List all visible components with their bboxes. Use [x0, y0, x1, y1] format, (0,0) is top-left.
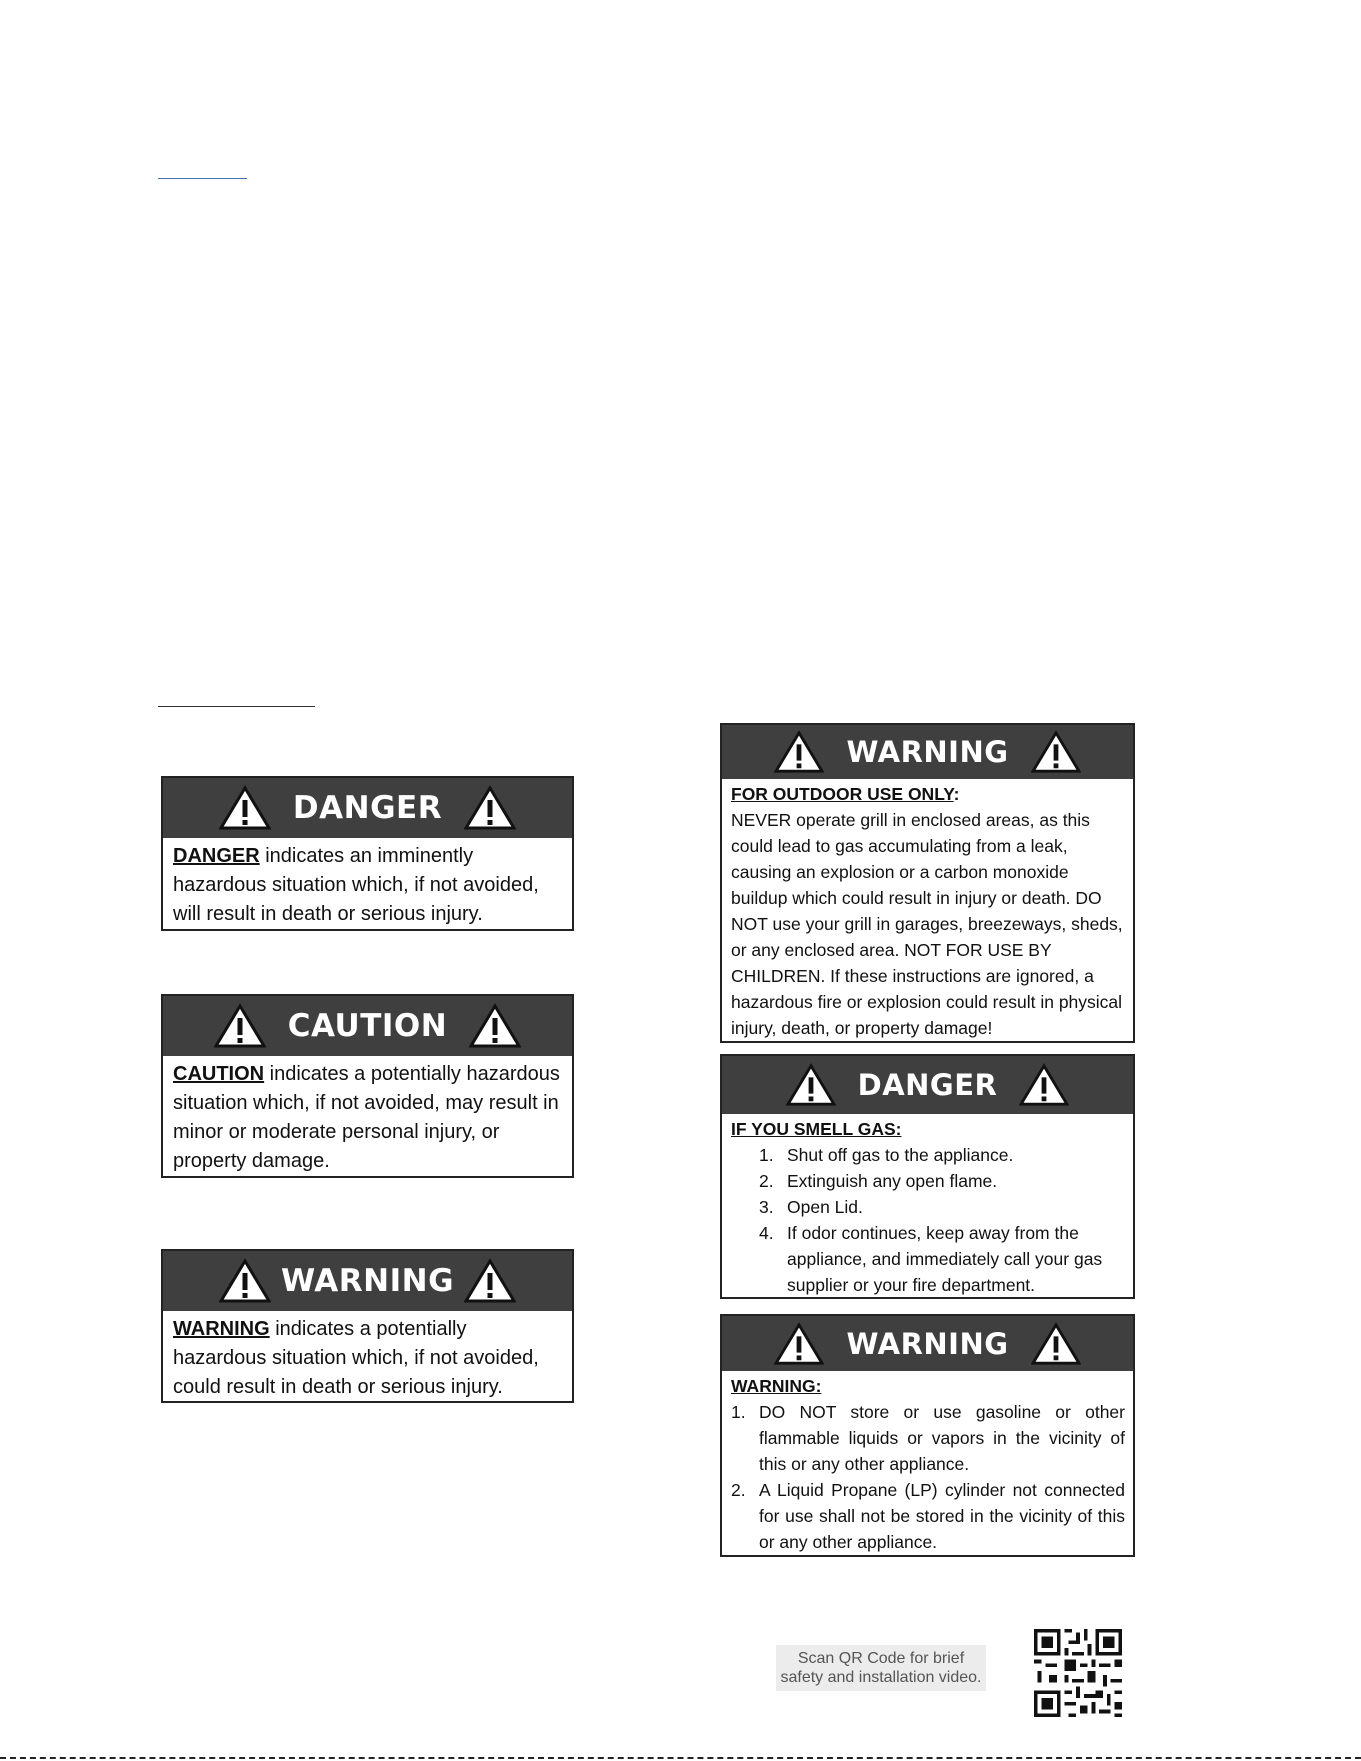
storage-warning-body — [722, 1371, 1133, 1555]
qr-caption: Scan QR Code for brief safety and installation video. — [776, 1645, 986, 1691]
warning-definition-box — [161, 1249, 574, 1403]
warning-header — [163, 1251, 572, 1311]
warning-heading: WARNING — [280, 1263, 455, 1299]
storage-warning-heading: WARNING — [846, 1326, 1009, 1361]
storage-warning-items — [731, 1399, 1125, 1555]
list-item: 2. A Liquid Propane (LP) cylinder not connected for use shall not be stored in the vicinity of this or any other appliance. — [731, 1480, 1125, 1552]
gas-danger-body — [722, 1114, 1133, 1298]
list-item: 2. Extinguish any open flame. — [759, 1171, 998, 1191]
outdoor-warning-text: NEVER operate grill in enclosed areas, as this could lead to gas accumulating from a leak, causing an explosion or a carbon monoxide buildup which could result in injury or death. DO NOT use your grill in garages, breezeways, sheds, or any enclosed area. NOT FOR USE BY CHILDREN. If these instructions are ignored, a hazardous fire or explosion could result in physical injury, death, or property damage! — [731, 810, 1123, 1038]
warning-triangle-icon — [786, 1063, 836, 1107]
warning-triangle-icon — [464, 1258, 516, 1304]
list-item: 1. DO NOT store or use gasoline or other flammable liquids or vapors in the vicinity of this or any other appliance. — [731, 1402, 1125, 1474]
caution-heading: CAUTION — [287, 1008, 448, 1044]
warning-description: indicates a potentially hazardous situation which, if not avoided, could result in death or serious injury. — [173, 1318, 539, 1398]
danger-heading: DANGER — [292, 790, 443, 826]
warning-keyword: WARNING — [173, 1318, 270, 1340]
link-underline-top[interactable] — [158, 178, 247, 179]
gas-danger-steps — [731, 1142, 1125, 1298]
qr-code-icon[interactable] — [1030, 1625, 1126, 1721]
outdoor-warning-body — [722, 779, 1133, 1041]
caution-definition-text — [163, 1056, 572, 1176]
page-divider — [0, 1757, 1361, 1759]
caution-description: indicates a potentially hazardous situation which, if not avoided, may result in minor or moderate personal injury, or property damage. — [173, 1063, 560, 1172]
warning-triangle-icon — [1031, 730, 1081, 774]
outdoor-warning-lead: FOR OUTDOOR USE ONLY: — [731, 784, 960, 804]
danger-definition-text — [163, 838, 572, 929]
warning-triangle-icon — [464, 785, 516, 831]
warning-triangle-icon — [219, 1258, 271, 1304]
gas-danger-lead: IF YOU SMELL GAS: — [731, 1119, 902, 1139]
link-underline-safety[interactable] — [158, 706, 315, 707]
list-item: 1. Shut off gas to the appliance. — [759, 1145, 1014, 1165]
warning-triangle-icon — [774, 1322, 824, 1366]
gas-danger-header — [722, 1056, 1133, 1114]
warning-triangle-icon — [1019, 1063, 1069, 1107]
outdoor-warning-box — [720, 723, 1135, 1043]
warning-triangle-icon — [1031, 1322, 1081, 1366]
list-item: 3. Open Lid. — [759, 1197, 863, 1217]
outdoor-warning-heading: WARNING — [846, 735, 1009, 769]
storage-warning-box — [720, 1314, 1135, 1557]
warning-definition-text — [163, 1311, 572, 1402]
warning-triangle-icon — [774, 730, 824, 774]
storage-warning-header — [722, 1316, 1133, 1371]
danger-definition-box — [161, 776, 574, 931]
gas-danger-box — [720, 1054, 1135, 1299]
caution-keyword: CAUTION — [173, 1063, 265, 1085]
danger-header — [163, 778, 572, 838]
list-item: 4. If odor continues, keep away from the appliance, and immediately call your gas supplier or your fire department. — [759, 1223, 1103, 1295]
warning-triangle-icon — [219, 785, 271, 831]
warning-triangle-icon — [469, 1003, 521, 1049]
storage-warning-lead: WARNING: — [731, 1376, 822, 1396]
gas-danger-heading: DANGER — [857, 1068, 998, 1102]
danger-keyword: DANGER — [173, 845, 260, 867]
caution-definition-box — [161, 994, 574, 1178]
warning-triangle-icon — [214, 1003, 266, 1049]
outdoor-warning-header — [722, 725, 1133, 779]
danger-description: indicates an imminently hazardous situation which, if not avoided, will result in death or serious injury. — [173, 845, 539, 925]
caution-header — [163, 996, 572, 1056]
